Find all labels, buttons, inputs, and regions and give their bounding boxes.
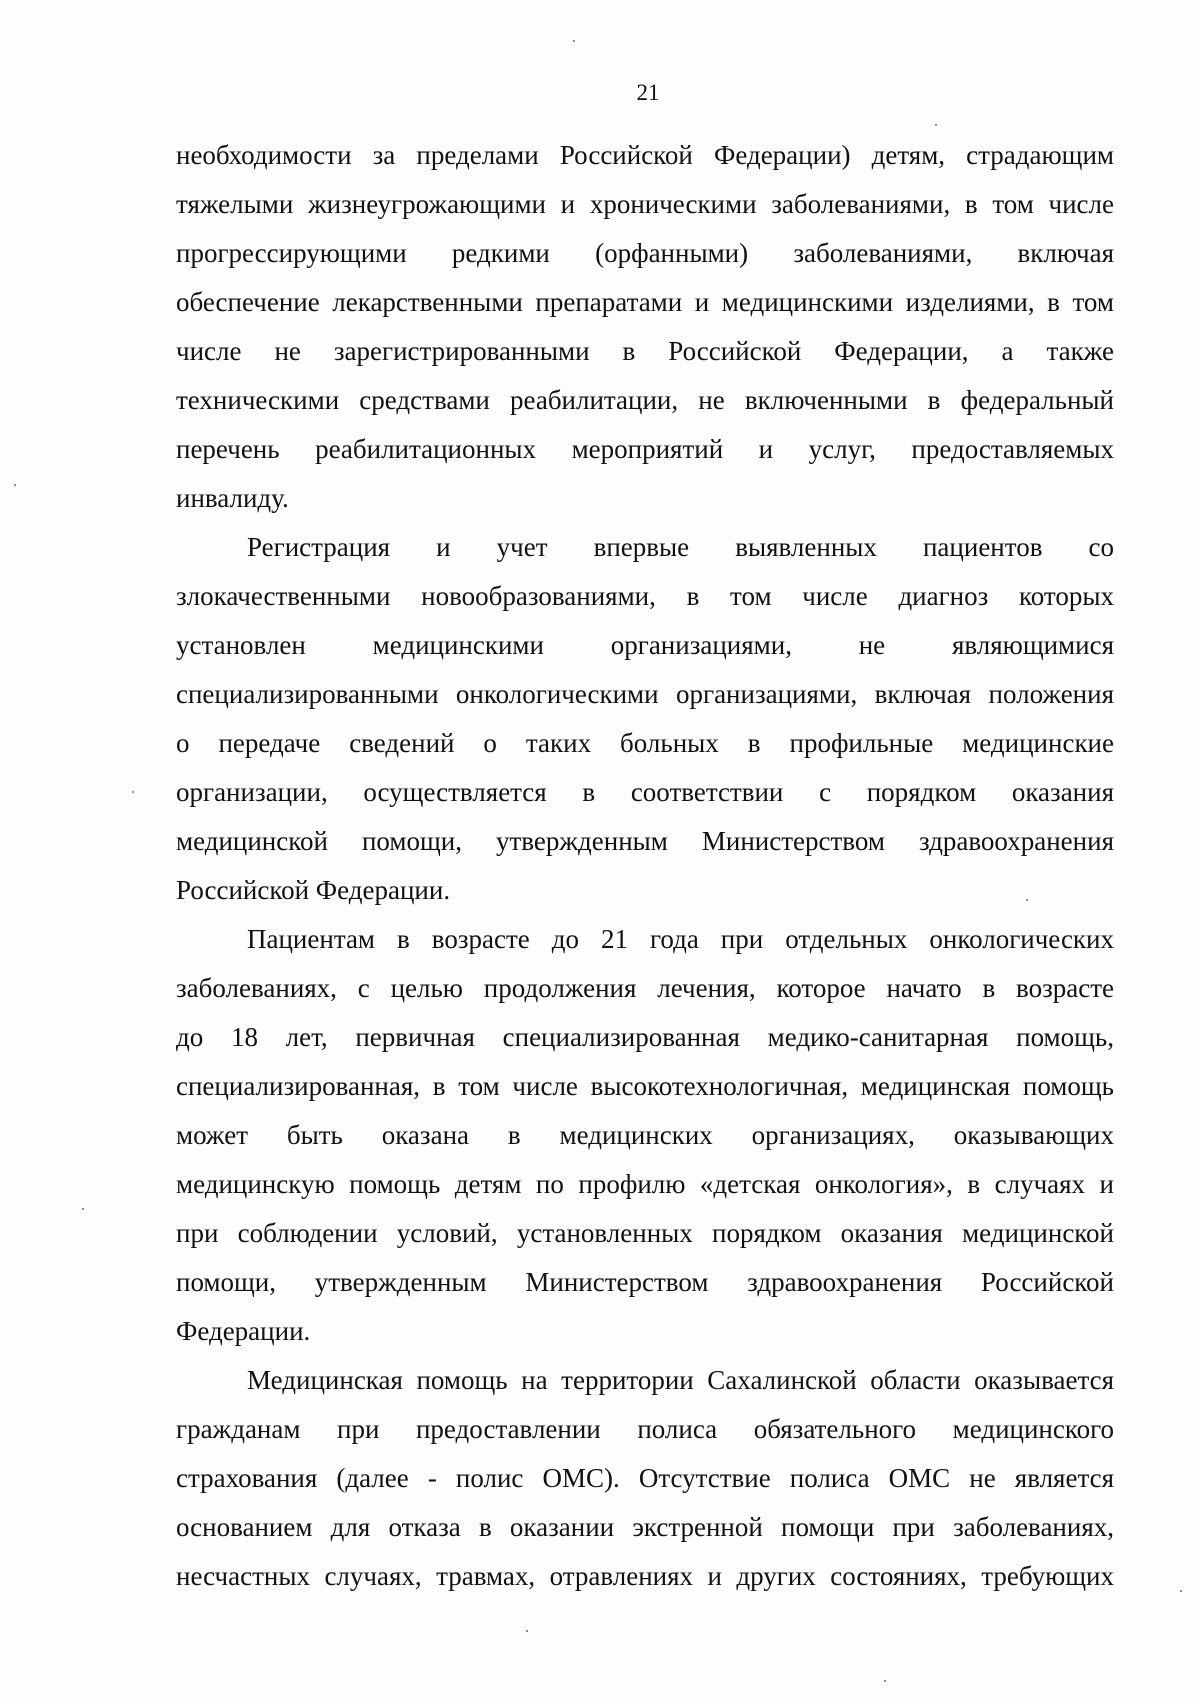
- text-line: числе не зарегистрированными в Российской Федерации, а также: [176, 336, 1114, 366]
- paragraph-patients-under-21: [176, 915, 1114, 1356]
- text-line: при соблюдении условий, установленных порядком оказания медицинской: [176, 1218, 1114, 1248]
- scan-speck: [935, 124, 937, 126]
- text-line: тяжелыми жизнеугрожающими и хроническими заболеваниями, в том числе: [176, 189, 1114, 219]
- text-line: гражданам при предоставлении полиса обязательного медицинского: [176, 1414, 1114, 1444]
- text-line: медицинскую помощь детям по профилю «детская онкология», в случаях и: [176, 1169, 1114, 1199]
- text-line: необходимости за пределами Российской Федерации) детям, страдающим: [176, 140, 1114, 170]
- scan-speck: [884, 1680, 886, 1682]
- text-line: организации, осуществляется в соответствии с порядком оказания: [176, 777, 1114, 807]
- text-line: прогрессирующими редкими (орфанными) заболеваниями, включая: [176, 238, 1114, 268]
- scan-speck: [14, 484, 16, 486]
- text-line: перечень реабилитационных мероприятий и услуг, предоставляемых: [176, 434, 1114, 464]
- text-line: несчастных случаях, травмах, отравлениях и других состояниях, требующих: [176, 1561, 1114, 1591]
- text-line: медицинской помощи, утвержденным Министерством здравоохранения: [176, 826, 1114, 856]
- text-line: обеспечение лекарственными препаратами и медицинскими изделиями, в том: [176, 287, 1114, 317]
- text-line: техническими средствами реабилитации, не включенными в федеральный: [176, 385, 1114, 415]
- text-line: о передаче сведений о таких больных в профильные медицинские: [176, 728, 1114, 758]
- scan-speck: [132, 791, 134, 793]
- text-line: Медицинская помощь на территории Сахалинской области оказывается: [247, 1365, 1114, 1395]
- scan-speck: [1026, 899, 1028, 901]
- paragraph-registration: [176, 523, 1114, 915]
- text-line: может быть оказана в медицинских организациях, оказывающих: [176, 1120, 1114, 1150]
- text-line: специализированными онкологическими организациями, включая положения: [176, 679, 1114, 709]
- text-line: Пациентам в возрасте до 21 года при отдельных онкологических: [247, 924, 1114, 954]
- document-body: [176, 131, 1114, 1601]
- page-number: 21: [636, 80, 660, 105]
- scan-speck: [82, 1208, 84, 1210]
- text-line: помощи, утвержденным Министерством здравоохранения Российской: [176, 1267, 1114, 1297]
- text-line: до 18 лет, первичная специализированная медико-санитарная помощь,: [176, 1022, 1114, 1052]
- scan-speck: [1180, 1590, 1182, 1592]
- text-line: заболеваниях, с целью продолжения лечения, которое начато в возрасте: [176, 973, 1114, 1003]
- paragraph-continuation: [176, 131, 1114, 523]
- text-line: специализированная, в том числе высокотехнологичная, медицинская помощь: [176, 1071, 1114, 1101]
- paragraph-sakhalin-medical-care: [176, 1356, 1114, 1601]
- text-line: установлен медицинскими организациями, не являющимися: [176, 630, 1114, 660]
- text-line: основанием для отказа в оказании экстренной помощи при заболеваниях,: [176, 1512, 1114, 1542]
- scan-speck: [573, 40, 575, 42]
- text-line: Регистрация и учет впервые выявленных пациентов со: [247, 532, 1114, 562]
- text-line: злокачественными новообразованиями, в том числе диагноз которых: [176, 581, 1114, 611]
- scan-speck: [526, 1630, 528, 1632]
- text-line: страхования (далее - полис ОМС). Отсутствие полиса ОМС не является: [176, 1463, 1114, 1493]
- text-line: инвалиду.: [176, 483, 289, 513]
- text-line: Российской Федерации.: [176, 875, 451, 905]
- text-line: Федерации.: [176, 1316, 311, 1346]
